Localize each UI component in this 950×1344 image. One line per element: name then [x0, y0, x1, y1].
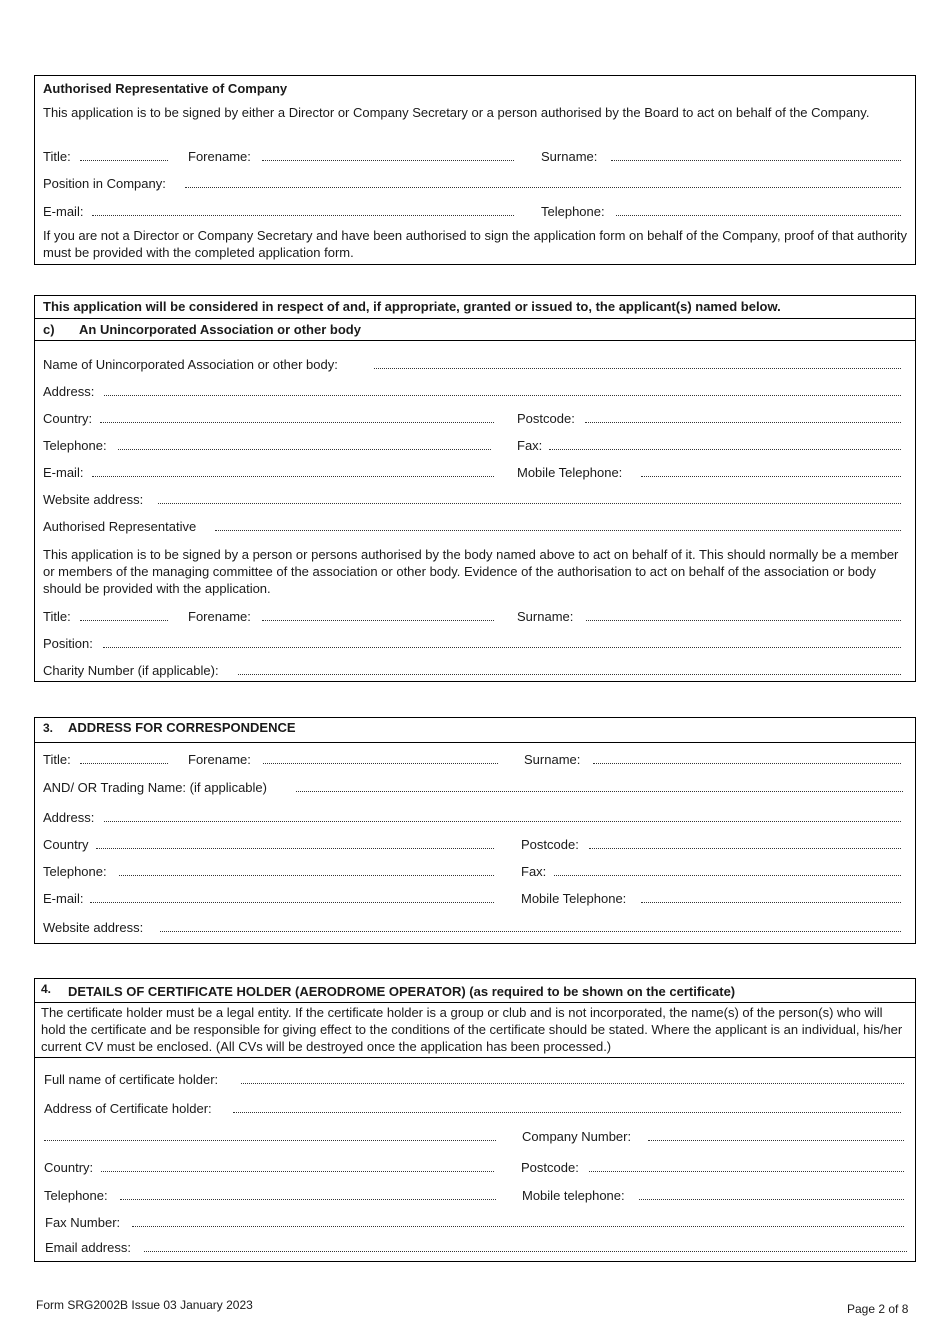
- assoc-telephone-label: Telephone:: [43, 438, 107, 453]
- assoc-charity-field[interactable]: [238, 672, 901, 675]
- correspondence-number: 3.: [43, 721, 54, 735]
- cert-address-label: Address of Certificate holder:: [44, 1101, 212, 1116]
- corr-forename-field[interactable]: [263, 761, 498, 764]
- corr-email-label: E-mail:: [43, 891, 84, 906]
- corr-surname-label: Surname:: [524, 752, 581, 767]
- cert-company-field[interactable]: [648, 1138, 904, 1141]
- corr-email-field[interactable]: [90, 900, 494, 903]
- assoc-postcode-label: Postcode:: [517, 411, 575, 426]
- corr-forename-label: Forename:: [188, 752, 251, 767]
- corr-surname-field[interactable]: [593, 761, 901, 764]
- cert-postcode-label: Postcode:: [521, 1160, 579, 1175]
- assoc-name-field[interactable]: [374, 366, 901, 369]
- corr-mobile-label: Mobile Telephone:: [521, 891, 627, 906]
- page-number: Page 2 of 8: [847, 1302, 909, 1316]
- corr-address-field[interactable]: [104, 819, 901, 822]
- assoc-charity-label: Charity Number (if applicable):: [43, 663, 219, 678]
- assoc-country-field[interactable]: [100, 420, 494, 423]
- rep-telephone-label: Telephone:: [541, 204, 605, 219]
- cert-fullname-label: Full name of certificate holder:: [44, 1072, 219, 1087]
- corr-telephone-field[interactable]: [119, 873, 494, 876]
- assoc-surname-field[interactable]: [586, 618, 901, 621]
- assoc-website-field[interactable]: [158, 501, 901, 504]
- assoc-address-label: Address:: [43, 384, 95, 399]
- corr-website-label: Website address:: [43, 920, 144, 935]
- cert-fax-label: Fax Number:: [45, 1215, 121, 1230]
- assoc-title-field[interactable]: [80, 618, 168, 621]
- corr-address-label: Address:: [43, 810, 95, 825]
- rep-position-field[interactable]: [185, 185, 901, 188]
- form-reference: Form SRG2002B Issue 03 January 2023: [36, 1298, 253, 1312]
- company-rep-note: If you are not a Director or Company Secretary and have been authorised to sign the application form on behalf of the Company, proof of that authority must be provided with the completed application form.: [43, 228, 908, 260]
- association-banner: This application will be considered in respect of and, if appropriate, granted or issued to, the applicant(s) named below.: [43, 299, 781, 314]
- cert-company-label: Company Number:: [522, 1129, 632, 1144]
- cert-telephone-field[interactable]: [120, 1197, 496, 1200]
- assoc-postcode-field[interactable]: [585, 420, 901, 423]
- cert-country-label: Country:: [44, 1160, 94, 1175]
- corr-telephone-label: Telephone:: [43, 864, 107, 879]
- assoc-name-label: Name of Unincorporated Association or other body:: [43, 357, 338, 372]
- association-banner-rule: [34, 318, 916, 319]
- certificate-number: 4.: [41, 982, 52, 996]
- association-section: [34, 295, 916, 682]
- assoc-fax-label: Fax:: [517, 438, 543, 453]
- corr-postcode-label: Postcode:: [521, 837, 579, 852]
- rep-forename-label: Forename:: [188, 149, 251, 164]
- cert-mobile-label: Mobile telephone:: [522, 1188, 625, 1203]
- certificate-intro-rule: [34, 1057, 916, 1058]
- rep-telephone-field[interactable]: [616, 213, 901, 216]
- rep-surname-field[interactable]: [611, 158, 901, 161]
- assoc-fax-field[interactable]: [549, 447, 901, 450]
- rep-email-field[interactable]: [92, 213, 514, 216]
- assoc-surname-label: Surname:: [517, 609, 574, 624]
- corr-title-field[interactable]: [80, 761, 168, 764]
- assoc-address-field[interactable]: [104, 393, 901, 396]
- assoc-forename-field[interactable]: [262, 618, 494, 621]
- rep-surname-label: Surname:: [541, 149, 598, 164]
- assoc-country-label: Country:: [43, 411, 93, 426]
- association-title-rule: [34, 340, 916, 341]
- association-section-title: An Unincorporated Association or other body: [79, 322, 361, 337]
- correspondence-title: ADDRESS FOR CORRESPONDENCE: [68, 720, 296, 735]
- cert-telephone-label: Telephone:: [44, 1188, 108, 1203]
- cert-fullname-field[interactable]: [241, 1081, 904, 1084]
- certificate-title-rule: [34, 1002, 916, 1003]
- corr-fax-field[interactable]: [554, 873, 901, 876]
- cert-address-line2-field[interactable]: [44, 1138, 496, 1141]
- assoc-authrep-label: Authorised Representative: [43, 519, 197, 534]
- cert-fax-field[interactable]: [132, 1224, 904, 1227]
- association-note: This application is to be signed by a person or persons authorised by the body named above to act on behalf of it. This should normally be a member or members of the managing committee of the association or other body. Evidence of the authorisation to act on behalf of the association or body should be provided with the application.: [43, 547, 899, 596]
- assoc-telephone-field[interactable]: [118, 447, 491, 450]
- assoc-website-label: Website address:: [43, 492, 144, 507]
- assoc-position-field[interactable]: [103, 645, 901, 648]
- cert-postcode-field[interactable]: [589, 1169, 904, 1172]
- association-section-letter: c): [43, 322, 55, 337]
- corr-website-field[interactable]: [160, 929, 901, 932]
- corr-country-label: Country: [43, 837, 89, 852]
- rep-forename-field[interactable]: [262, 158, 514, 161]
- corr-country-field[interactable]: [96, 846, 494, 849]
- cert-email-field[interactable]: [144, 1249, 907, 1252]
- cert-mobile-field[interactable]: [639, 1197, 904, 1200]
- company-rep-heading: Authorised Representative of Company: [43, 81, 288, 96]
- assoc-mobile-field[interactable]: [641, 474, 901, 477]
- assoc-title-label: Title:: [43, 609, 71, 624]
- corr-mobile-field[interactable]: [641, 900, 901, 903]
- assoc-forename-label: Forename:: [188, 609, 251, 624]
- cert-email-label: Email address:: [45, 1240, 131, 1255]
- correspondence-title-rule: [34, 742, 916, 743]
- certificate-title: DETAILS OF CERTIFICATE HOLDER (AERODROME OPERATOR) (as required to be shown on the certificate): [68, 984, 736, 999]
- rep-title-field[interactable]: [80, 158, 168, 161]
- assoc-position-label: Position:: [43, 636, 93, 651]
- corr-trading-field[interactable]: [296, 789, 903, 792]
- cert-address-field[interactable]: [233, 1110, 901, 1113]
- corr-fax-label: Fax:: [521, 864, 547, 879]
- company-rep-intro: This application is to be signed by either a Director or Company Secretary or a person authorised by the Board to act on behalf of the Company.: [43, 105, 870, 120]
- assoc-email-label: E-mail:: [43, 465, 84, 480]
- corr-postcode-field[interactable]: [589, 846, 901, 849]
- assoc-authrep-field[interactable]: [215, 528, 901, 531]
- correspondence-section: [34, 717, 916, 944]
- cert-country-field[interactable]: [101, 1169, 494, 1172]
- rep-title-label: Title:: [43, 149, 71, 164]
- assoc-mobile-label: Mobile Telephone:: [517, 465, 623, 480]
- corr-title-label: Title:: [43, 752, 71, 767]
- rep-position-label: Position in Company:: [43, 176, 166, 191]
- assoc-email-field[interactable]: [92, 474, 494, 477]
- certificate-intro: The certificate holder must be a legal entity. If the certificate holder is a group or club and is not incorporated, the name(s) of the person(s) who will hold the certificate and be responsible for giving effect to the conditions of the certificate should be stated. Where the applicant is an individual, his/her current CV must be enclosed. (All CVs will be destroyed once the application has been processed.): [41, 1005, 903, 1054]
- corr-trading-label: AND/ OR Trading Name: (if applicable): [43, 780, 267, 795]
- rep-email-label: E-mail:: [43, 204, 84, 219]
